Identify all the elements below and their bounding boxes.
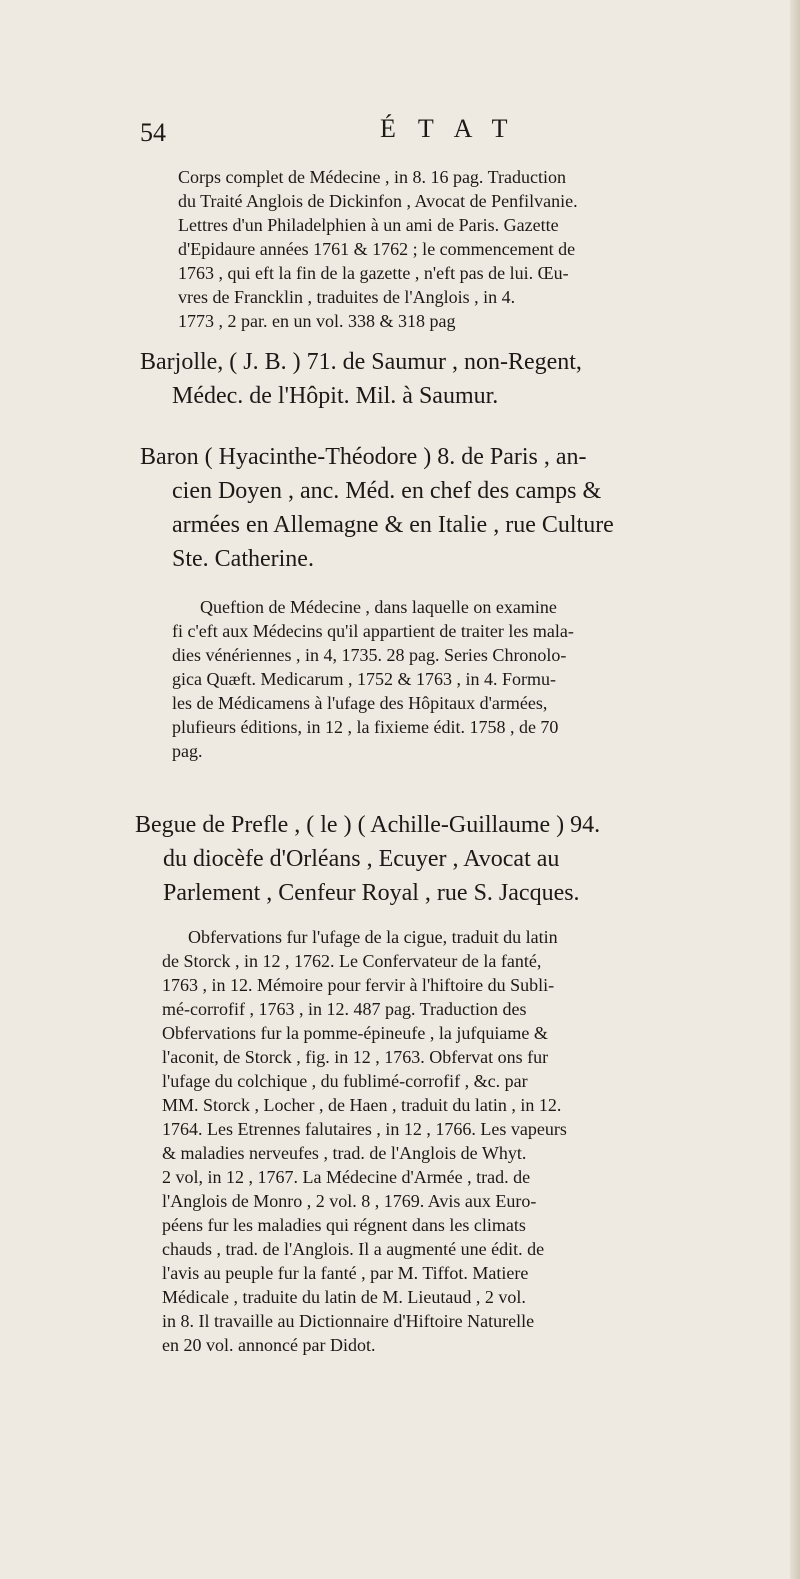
text-line: 1763 , in 12. Mémoire pour fervir à l'hiftoire du Subli- xyxy=(162,975,555,995)
entry-heading-line: Barjolle, ( J. B. ) 71. de Saumur , non-Regent, xyxy=(140,349,582,375)
text-line: Corps complet de Médecine , in 8. 16 pag. Traduction xyxy=(178,167,566,187)
entry-baron xyxy=(140,440,780,576)
text-line: les de Médicamens à l'ufage des Hôpitaux d'armées, xyxy=(172,693,548,713)
running-head: ÉTAT xyxy=(380,114,530,143)
text-line: 2 vol, in 12 , 1767. La Médecine d'Armée , trad. de xyxy=(162,1167,531,1187)
entry-heading-line: Médec. de l'Hôpit. Mil. à Saumur. xyxy=(172,383,499,409)
text-line: Médicale , traduite du latin de M. Lieutaud , 2 vol. xyxy=(162,1287,526,1307)
text-line: fi c'eft aux Médecins qu'il appartient de traiter les mala- xyxy=(172,621,574,641)
text-line: l'aconit, de Storck , fig. in 12 , 1763. Obfervat ons fur xyxy=(162,1047,549,1067)
previous-entry-works xyxy=(178,165,766,333)
page-edge xyxy=(790,0,800,1579)
entry-heading-line: Ste. Catherine. xyxy=(172,546,314,572)
text-line: pag. xyxy=(172,741,203,761)
text-line: MM. Storck , Locher , de Haen , traduit du latin , in 12. xyxy=(162,1095,562,1115)
entry-heading-line: cien Doyen , anc. Méd. en chef des camps & xyxy=(172,478,602,504)
text-line: dies vénériennes , in 4, 1735. 28 pag. Series Chronolo- xyxy=(172,645,567,665)
entry-heading-line: armées en Allemagne & en Italie , rue Culture xyxy=(172,512,614,538)
text-line: 1763 , qui eft la fin de la gazette , n'eft pas de lui. Œu- xyxy=(178,263,569,283)
text-line: in 8. Il travaille au Dictionnaire d'Hiftoire Naturelle xyxy=(162,1311,535,1331)
text-line: plufieurs éditions, in 12 , la fixieme édit. 1758 , de 70 xyxy=(172,717,559,737)
text-line: l'avis au peuple fur la fanté , par M. Tiffot. Matiere xyxy=(162,1263,529,1283)
text-line: en 20 vol. annoncé par Didot. xyxy=(162,1335,376,1355)
text-line: vres de Francklin , traduites de l'Anglois , in 4. xyxy=(178,287,516,307)
entry-begue-works xyxy=(162,925,766,1357)
text-line: l'Anglois de Monro , 2 vol. 8 , 1769. Avis aux Euro- xyxy=(162,1191,537,1211)
text-line: l'ufage du colchique , du fublimé-corrofif , &c. par xyxy=(162,1071,528,1091)
text-line: & maladies nerveufes , trad. de l'Anglois de Whyt. xyxy=(162,1143,527,1163)
entry-heading-line: du diocèfe d'Orléans , Ecuyer , Avocat au xyxy=(163,846,560,872)
text-line: du Traité Anglois de Dickinfon , Avocat de Penfilvanie. xyxy=(178,191,578,211)
page-number: 54 xyxy=(140,118,166,147)
text-line: Queftion de Médecine , dans laquelle on examine xyxy=(200,597,557,617)
text-line: gica Quæft. Medicarum , 1752 & 1763 , in 4. Formu- xyxy=(172,669,556,689)
text-line: mé-corrofif , 1763 , in 12. 487 pag. Traduction des xyxy=(162,999,527,1019)
text-line: Obfervations fur l'ufage de la cigue, traduit du latin xyxy=(188,927,558,947)
entry-barjolle xyxy=(140,345,780,413)
page-header xyxy=(140,100,780,150)
text-line: péens fur les maladies qui régnent dans les climats xyxy=(162,1215,526,1235)
entry-baron-works xyxy=(172,595,766,763)
entry-heading-line: Begue de Prefle , ( le ) ( Achille-Guillaume ) 94. xyxy=(135,812,601,838)
entry-heading-line: Baron ( Hyacinthe-Théodore ) 8. de Paris , an- xyxy=(140,444,587,470)
text-line: Obfervations fur la pomme-épineufe , la jufquiame & xyxy=(162,1023,548,1043)
entry-heading-line: Parlement , Cenfeur Royal , rue S. Jacques. xyxy=(163,880,580,906)
text-line: d'Epidaure années 1761 & 1762 ; le commencement de xyxy=(178,239,576,259)
text-line: chauds , trad. de l'Anglois. Il a augmenté une édit. de xyxy=(162,1239,545,1259)
text-line: Lettres d'un Philadelphien à un ami de Paris. Gazette xyxy=(178,215,559,235)
text-line: 1764. Les Etrennes falutaires , in 12 , 1766. Les vapeurs xyxy=(162,1119,567,1139)
entry-begue-de-presle xyxy=(135,808,780,910)
text-line: 1773 , 2 par. en un vol. 338 & 318 pag xyxy=(178,311,456,331)
text-line: de Storck , in 12 , 1762. Le Confervateur de la fanté, xyxy=(162,951,542,971)
